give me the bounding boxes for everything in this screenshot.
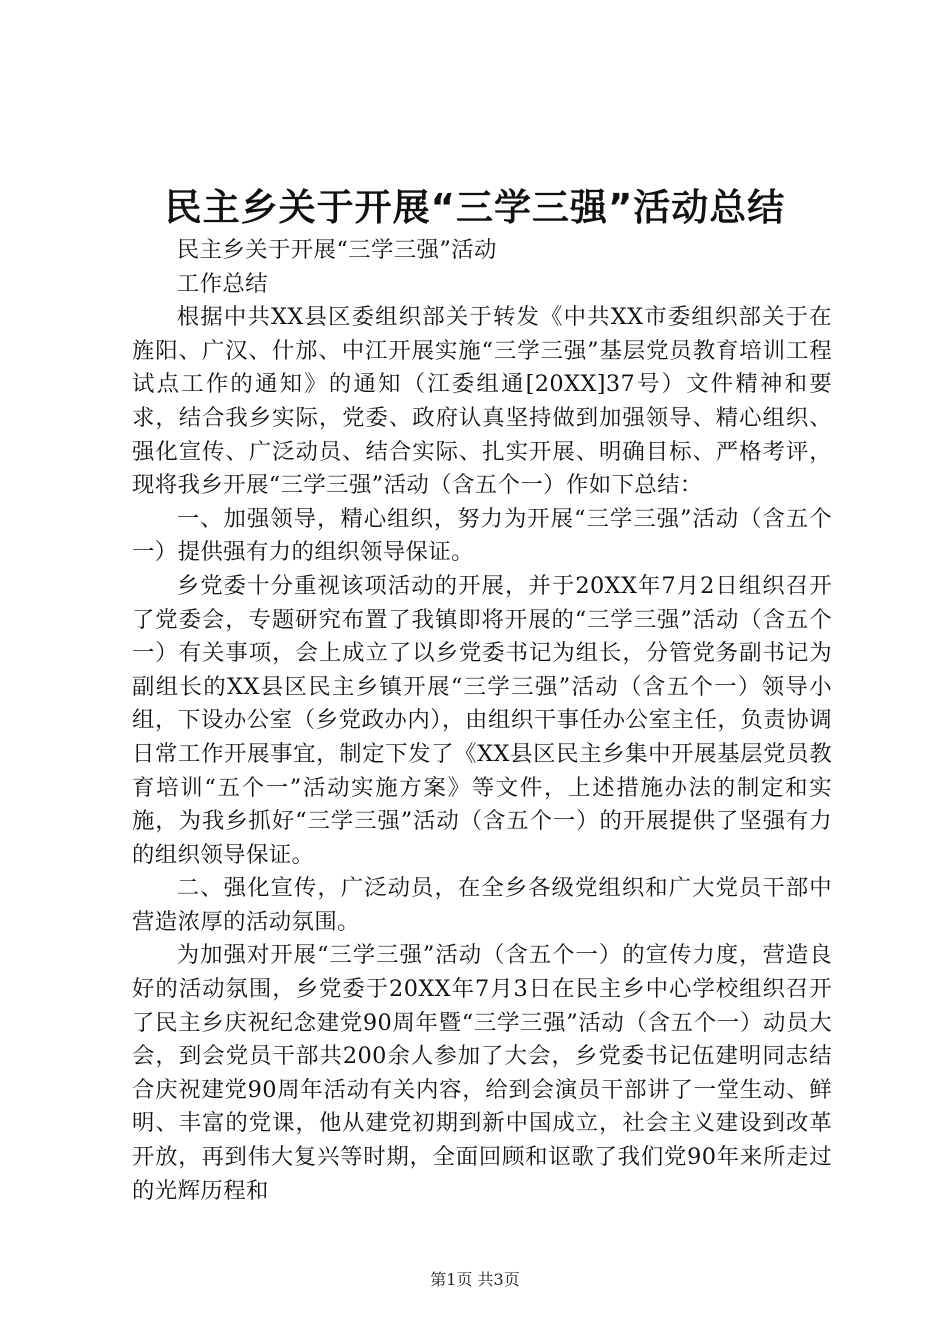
document-title: 民主乡关于开展“三学三强”活动总结 (164, 186, 786, 229)
section-heading-2: 二、强化宣传，广泛动员，在全乡各级党组织和广大党员干部中营造浓厚的活动氛围。 (132, 875, 832, 935)
paragraph-publicity: 为加强对开展“三学三强”活动（含五个一）的宣传力度，营造良好的活动氛围，乡党委于20XX年7月3日在民主乡中心学校组织召开了民主乡庆祝纪念建党90周年暨“三学三强”活动（含五个一）动员大会，到会党员干部共200余人参加了大会，乡党委书记伍建明同志结合庆祝建党90周年活动有关内容，给到会演员干部讲了一堂生动、鲜明、丰富的党课，他从建党初期到新中国成立，社会主义建设到改革开放，再到伟大复兴等时期，全面回顾和讴歌了我们党90年来所走过的光辉历程和 (132, 942, 832, 1204)
document-body (132, 234, 832, 1208)
page-footer: 第1页 共3页 (430, 1270, 520, 1289)
paragraph-intro: 根据中共XX县区委组织部关于转发《中共XX市委组织部关于在旌阳、广汉、什邡、中江开展实施“三学三强”基层党员教育培训工程试点工作的通知》的通知（江委组通[20XX]37号）文件精神和要求，结合我乡实际，党委、政府认真坚持做到加强领导、精心组织、强化宣传、广泛动员、结合实际、扎实开展、明确目标、严格考评，现将我乡开展“三学三强”活动（含五个一）作如下总结： (132, 304, 832, 499)
paragraph-leadership: 乡党委十分重视该项活动的开展，并于20XX年7月2日组织召开了党委会，专题研究布置了我镇即将开展的“三学三强”活动（含五个一）有关事项，会上成立了以乡党委书记为组长，分管党务副书记为副组长的XX县区民主乡镇开展“三学三强”活动（含五个一）领导小组，下设办公室（乡党政办内），由组织干事任办公室主任，负责协调日常工作开展事宜，制定下发了《XX县区民主乡集中开展基层党员教育培训“五个一”活动实施方案》等文件，上述措施办法的制定和实施，为我乡抓好“三学三强”活动（含五个一）的开展提供了坚强有力的组织领导保证。 (132, 572, 832, 868)
subtitle-line-1: 民主乡关于开展“三学三强”活动 (176, 237, 497, 263)
subtitle-line-2: 工作总结 (176, 270, 268, 297)
section-heading-1: 一、加强领导，精心组织，努力为开展“三学三强”活动（含五个一）提供强有力的组织领导保证。 (132, 505, 832, 566)
